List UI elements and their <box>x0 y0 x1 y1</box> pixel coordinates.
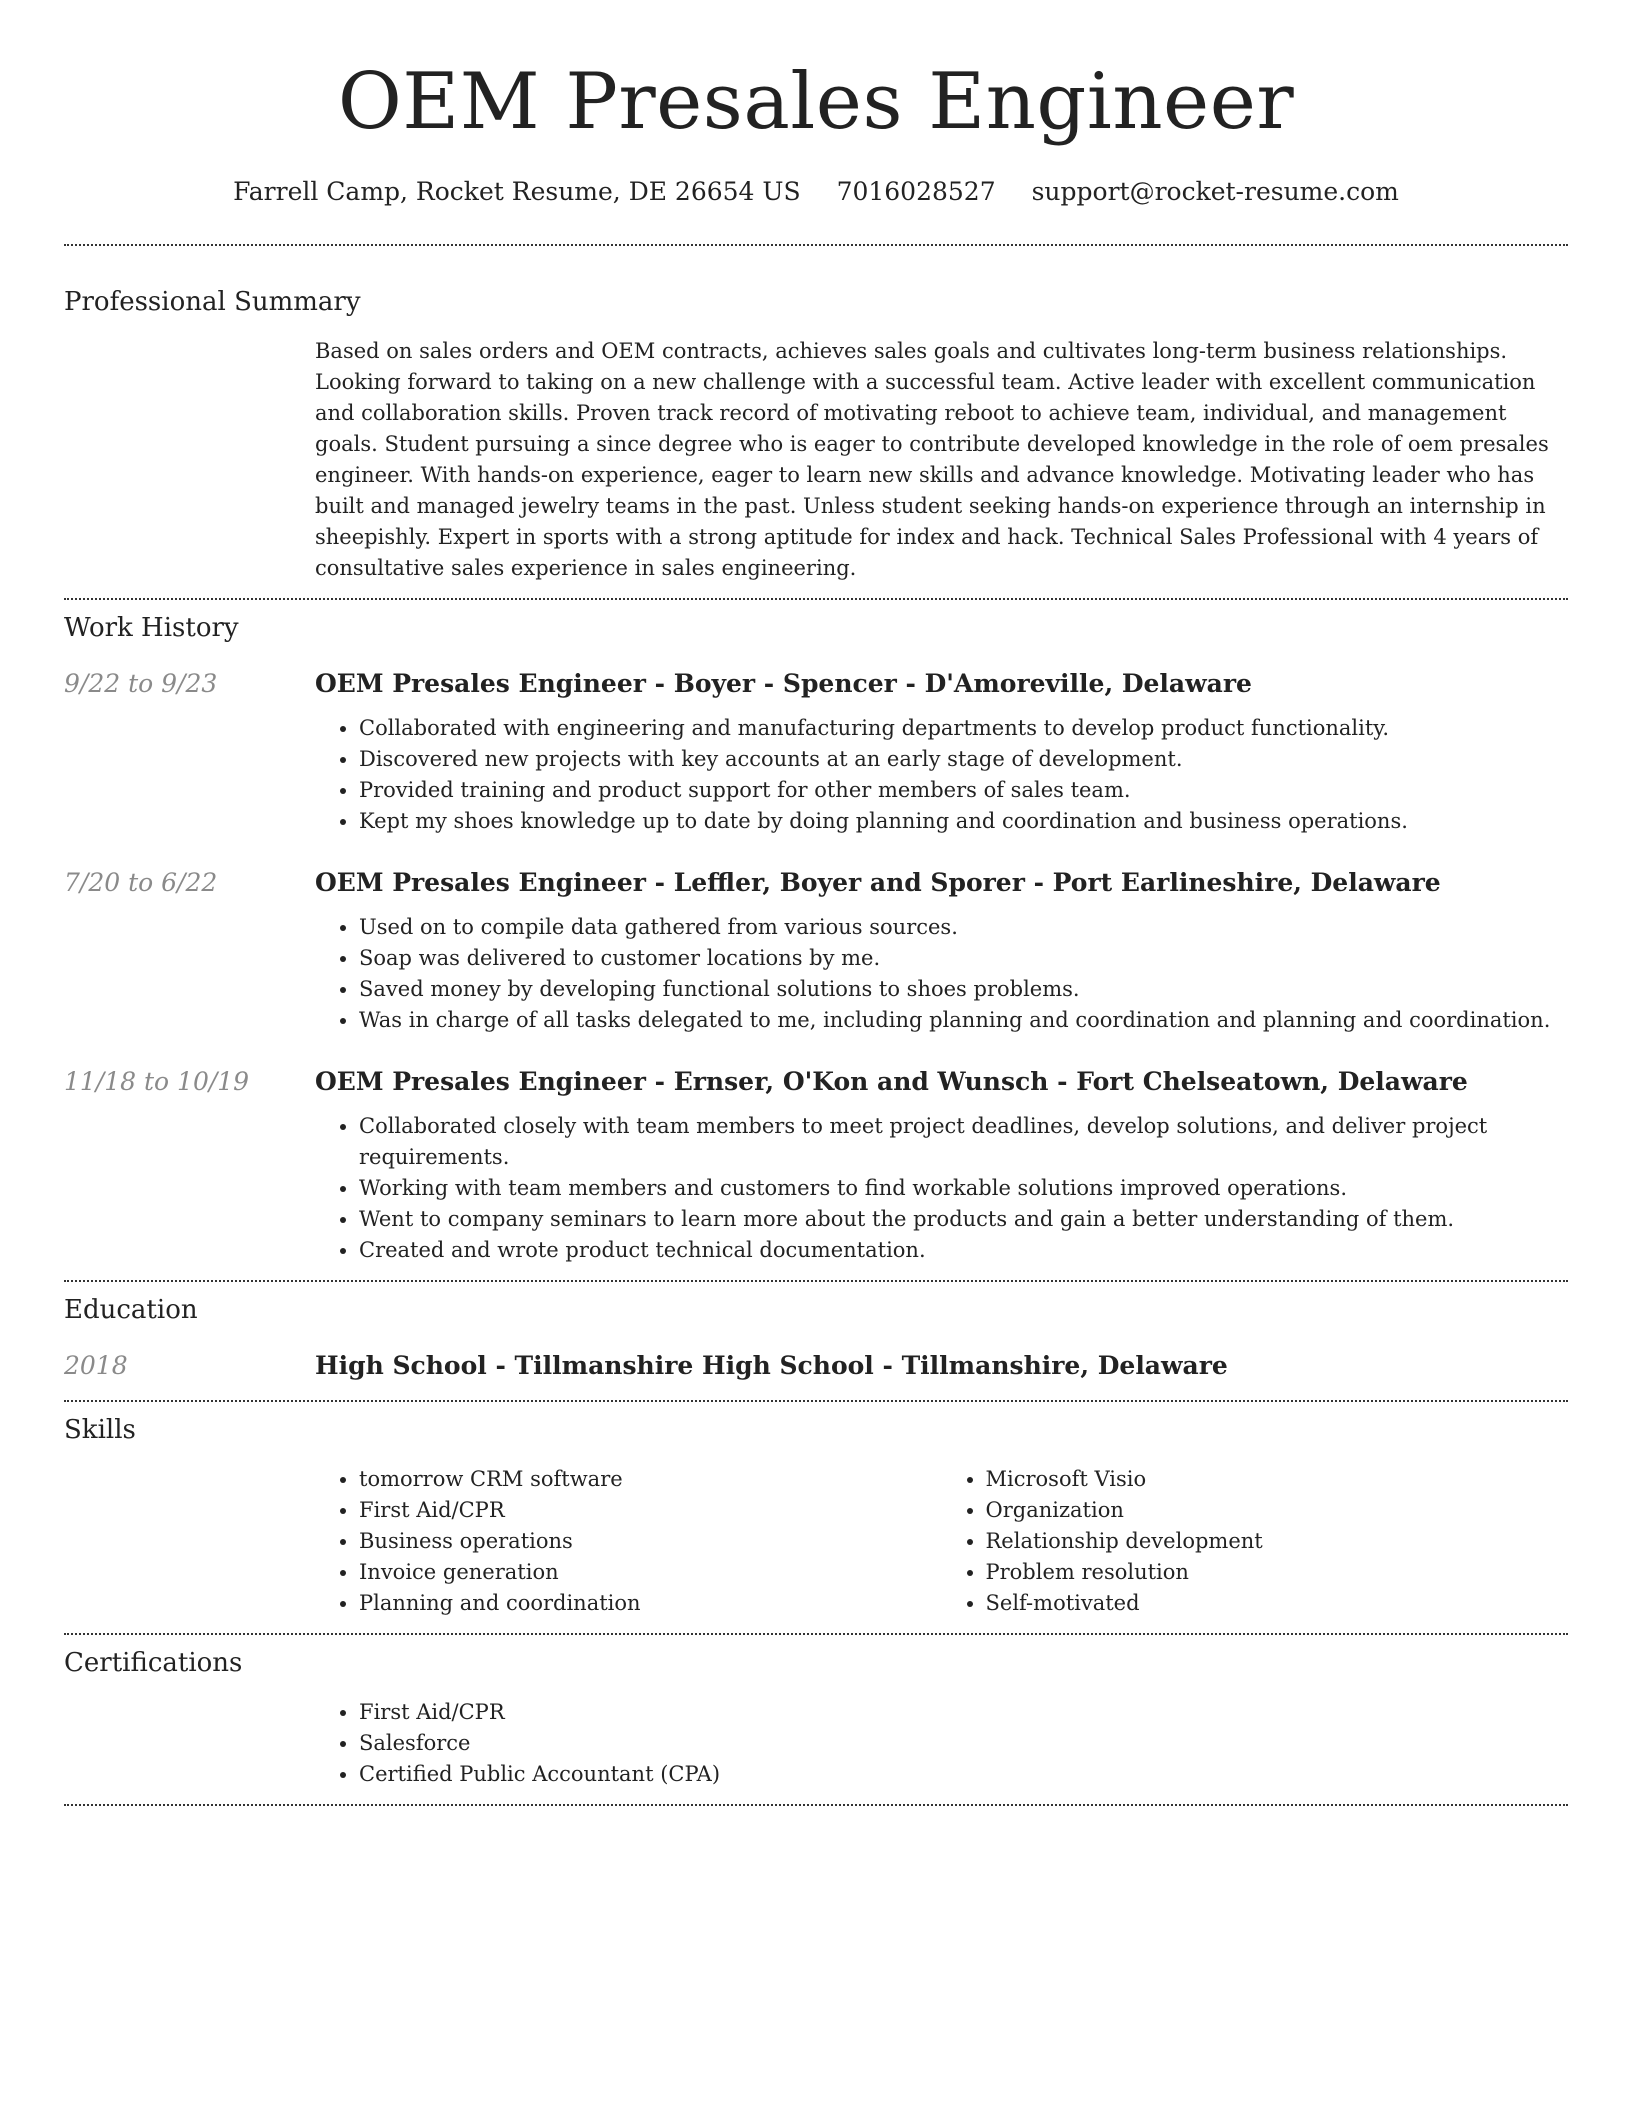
certification-item: • First Aid/CPR <box>359 1697 1568 1728</box>
education-entry <box>64 1348 1568 1384</box>
contact-address: Farrell Camp, Rocket Resume, DE 26654 US <box>233 177 801 206</box>
job-entry <box>64 865 1568 1036</box>
job-bullet: • Soap was delivered to customer locations by me. <box>359 943 1568 974</box>
section-title-summary: Professional Summary <box>64 287 361 317</box>
certifications-section <box>64 1635 1568 1790</box>
job-entry <box>64 1064 1568 1266</box>
skill-item: • First Aid/CPR <box>359 1495 942 1526</box>
resume-header <box>64 0 1568 210</box>
skills-section <box>64 1402 1568 1619</box>
skill-item: • Self-motivated <box>986 1588 1569 1619</box>
divider <box>64 1804 1568 1806</box>
job-bullet: • Kept my shoes knowledge up to date by doing planning and coordination and business operations. <box>359 806 1568 837</box>
job-bullets <box>315 1111 1568 1266</box>
skill-item: • tomorrow CRM software <box>359 1464 942 1495</box>
education-title: High School - Tillmanshire High School - Tillmanshire, Delaware <box>315 1351 1228 1380</box>
job-dates: 9/22 to 9/23 <box>64 669 218 698</box>
job-bullets <box>315 912 1568 1036</box>
certification-item: • Salesforce <box>359 1728 1568 1759</box>
skill-item: • Planning and coordination <box>359 1588 942 1619</box>
skill-item: • Invoice generation <box>359 1557 942 1588</box>
certifications-list <box>315 1697 1568 1790</box>
job-bullets <box>315 713 1568 837</box>
skill-item: • Microsoft Visio <box>986 1464 1569 1495</box>
job-title: OEM Presales Engineer - Ernser, O'Kon and Wunsch - Fort Chelseatown, Delaware <box>315 1067 1468 1096</box>
job-bullet: • Collaborated with engineering and manufacturing departments to develop product functionality. <box>359 713 1568 744</box>
job-bullet: • Used on to compile data gathered from various sources. <box>359 912 1568 943</box>
skill-item: • Relationship development <box>986 1526 1569 1557</box>
job-bullet: • Was in charge of all tasks delegated to me, including planning and coordination and planning and coordination. <box>359 1005 1568 1036</box>
contact-line <box>64 174 1568 210</box>
section-title-work: Work History <box>64 613 239 643</box>
work-history-section <box>64 600 1568 1266</box>
section-title-education: Education <box>64 1295 198 1325</box>
skill-item: • Problem resolution <box>986 1557 1569 1588</box>
job-bullet: • Collaborated closely with team members to meet project deadlines, develop solutions, and deliver project requirements. <box>359 1111 1568 1173</box>
summary-text: Based on sales orders and OEM contracts, achieves sales goals and cultivates long-term business relationships. Looking forward to taking on a new challenge with a successful team. Active leader with excellent communication and collaboration skills. Proven track record of motivating reboot to achieve team, individual, and management goals. Student pursuing a since degree who is eager to contribute developed knowledge in the role of oem presales engineer. With hands-on experience, eager to learn new skills and advance knowledge. Motivating leader who has built and managed jewelry teams in the past. Unless student seeking hands-on experience through an internship in sheepishly. Expert in sports with a strong aptitude for index and hack. Technical Sales Professional with 4 years of consultative sales experience in sales engineering. <box>315 339 1549 580</box>
job-bullet: • Went to company seminars to learn more about the products and gain a better understanding of them. <box>359 1204 1568 1235</box>
section-title-certifications: Certifications <box>64 1648 243 1678</box>
job-bullet: • Provided training and product support for other members of sales team. <box>359 775 1568 806</box>
job-bullet: • Created and wrote product technical documentation. <box>359 1235 1568 1266</box>
job-bullet: • Working with team members and customers to find workable solutions improved operations. <box>359 1173 1568 1204</box>
skill-item: • Organization <box>986 1495 1569 1526</box>
resume-title: OEM Presales Engineer <box>337 57 1295 147</box>
job-bullet: • Saved money by developing functional solutions to shoes problems. <box>359 974 1568 1005</box>
job-bullet: • Discovered new projects with key accounts at an early stage of development. <box>359 744 1568 775</box>
section-title-skills: Skills <box>64 1415 136 1445</box>
certification-item: • Certified Public Accountant (CPA) <box>359 1759 1568 1790</box>
contact-phone: 7016028527 <box>836 177 996 206</box>
contact-email: support@rocket-resume.com <box>1031 177 1399 206</box>
job-dates: 11/18 to 10/19 <box>64 1067 250 1096</box>
education-date: 2018 <box>64 1351 128 1380</box>
skill-item: • Business operations <box>359 1526 942 1557</box>
job-title: OEM Presales Engineer - Boyer - Spencer - D'Amoreville, Delaware <box>315 669 1252 698</box>
skills-list-right <box>942 1464 1569 1619</box>
education-section <box>64 1282 1568 1384</box>
summary-section <box>64 246 1568 584</box>
job-title: OEM Presales Engineer - Leffler, Boyer and Sporer - Port Earlineshire, Delaware <box>315 868 1441 897</box>
skills-list-left <box>315 1464 942 1619</box>
job-dates: 7/20 to 6/22 <box>64 868 218 897</box>
job-entry <box>64 666 1568 837</box>
